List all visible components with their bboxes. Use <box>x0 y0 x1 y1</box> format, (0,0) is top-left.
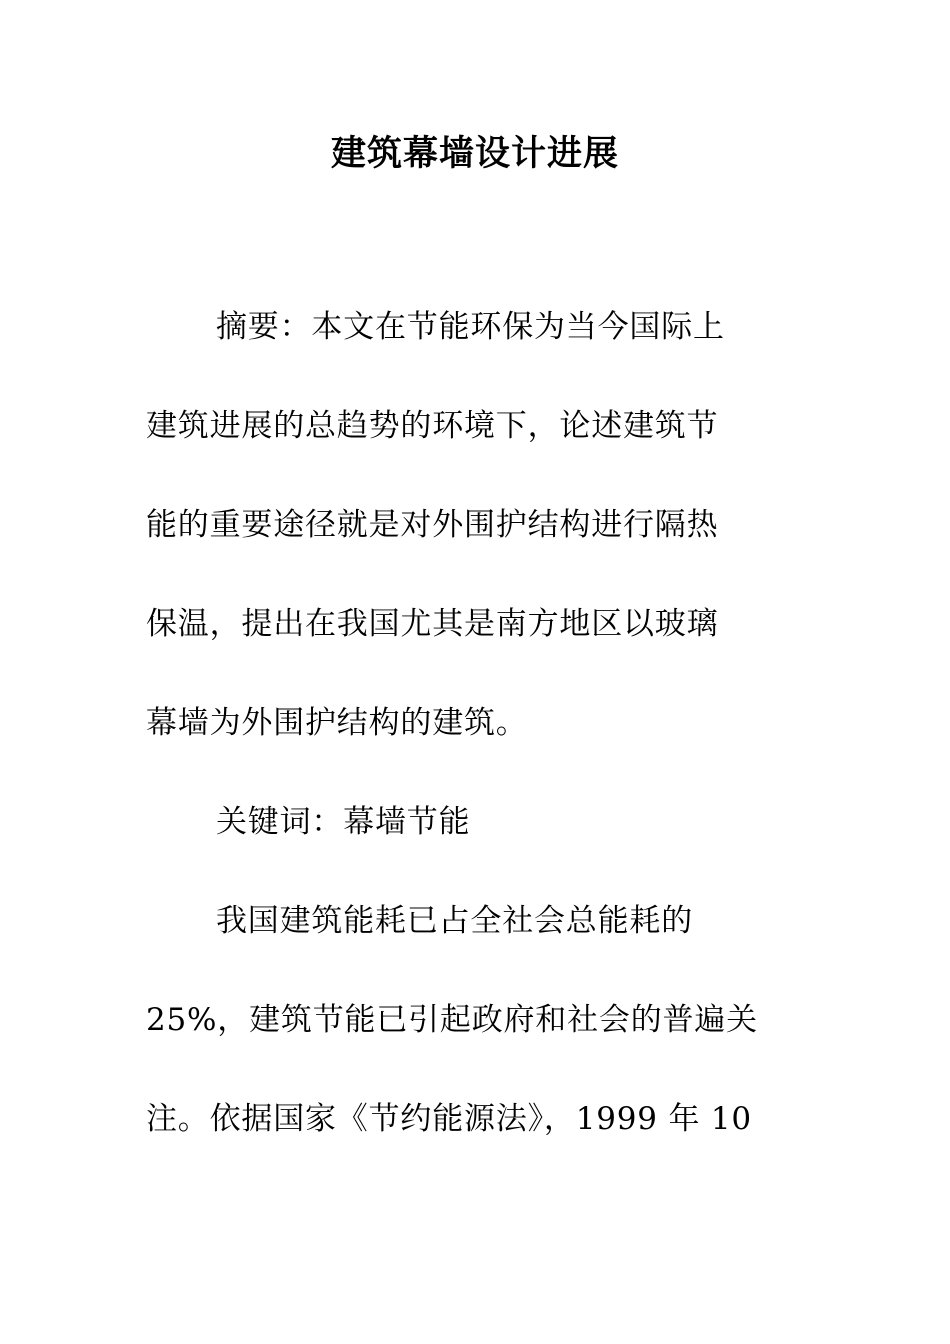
abstract-line-4: 保温，提出在我国尤其是南方地区以玻璃 <box>146 606 719 642</box>
abstract-line-5: 幕墙为外围护结构的建筑。 <box>146 705 528 741</box>
body-line-2: 25%，建筑节能已引起政府和社会的普遍关 <box>146 1002 758 1038</box>
keywords-line: 关键词：幕墙节能 <box>216 804 471 840</box>
abstract-line-3: 能的重要途径就是对外围护结构进行隔热 <box>146 507 719 543</box>
body-line-1: 我国建筑能耗已占全社会总能耗的 <box>216 903 693 939</box>
abstract-line-2: 建筑进展的总趋势的环境下，论述建筑节 <box>146 408 719 444</box>
abstract-line-1: 摘要：本文在节能环保为当今国际上 <box>216 309 725 345</box>
document-title: 建筑幕墙设计进展 <box>330 133 619 174</box>
body-line-3: 注。依据国家《节约能源法》，1999 年 10 <box>146 1101 752 1137</box>
